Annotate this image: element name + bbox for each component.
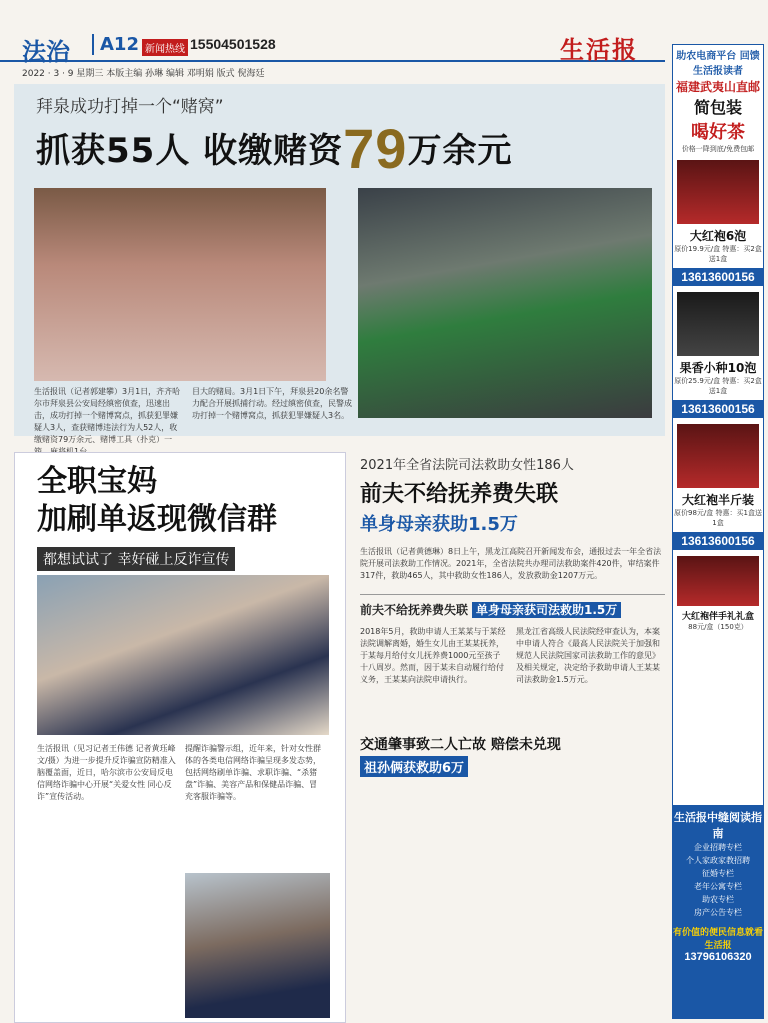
guide-footer: 有价值的便民信息就看生活报 xyxy=(673,928,764,951)
headline-line: 加刷单返现微信群 xyxy=(37,502,277,537)
guide-item: 老年公寓专栏 xyxy=(694,882,742,891)
newspaper-logo: 生活报 xyxy=(560,35,638,64)
story-fraud xyxy=(14,452,346,1023)
guide-item: 征婚专栏 xyxy=(702,869,734,878)
story-lead: 生活报讯（记者黄德琳）8日上午，黑龙江高院召开新闻发布会，通报过去一年全省法院开展司法救助工作情况。2021年，全省法院共办理司法救助案件420件，审结案件317件，救助465人，其中救助女性186人，发放救助金1207万元。 xyxy=(360,547,662,580)
story-column: 2018年5月，救助申请人王某某与于某经法院调解离婚，婚生女儿由王某某抚养，于某每月给付女儿抚养费1000元至孩子十八周岁。然而，因于某未自动履行给付义务，王某某向法院申请执行。 xyxy=(360,627,506,684)
product-name: 果香小种10泡 xyxy=(679,361,757,375)
story-subheadline: 祖孙俩获救助6万 xyxy=(360,756,468,777)
product-name: 大红袍半斤装 xyxy=(681,493,754,507)
story-gambling xyxy=(14,84,665,444)
sub-story-header xyxy=(360,594,665,618)
guide-item: 个人家政家教招聘 xyxy=(686,856,750,865)
story-column: 黑龙江省高级人民法院经审查认为，本案中申请人符合《最高人民法院关于加强和规范人民法院国家司法救助工作的意见》及相关规定，决定给予救助申请人王某某司法救助金1.5万元。 xyxy=(516,627,660,684)
story-subheadline: 单身母亲获助1.5万 xyxy=(360,514,518,535)
product-price: 原价98元/盒 特惠：买1盒送1盒 xyxy=(674,509,762,527)
photo-gambling-room xyxy=(358,188,652,418)
hotline-tag: 新闻热线 xyxy=(142,39,188,56)
story-body: 生活报讯（见习记者王伟德 记者黄珏峰文/摄）为进一步提升反诈骗宣防精准入脑覆盖面，近日，哈尔滨市公安局反电信网络诈骗中心开展“关爱女性 同心反诈”宣传活动。 xyxy=(37,744,176,801)
order-phone: 13613600156 xyxy=(673,268,763,286)
sub-story-tag: 单身母亲获司法救助1.5万 xyxy=(472,602,621,618)
story-judicial-aid xyxy=(360,452,665,777)
story-headline: 交通肇事致二人亡故 赔偿未兑现 xyxy=(360,737,561,753)
product-image xyxy=(677,160,759,224)
product-price: 88元/盒（150克） xyxy=(688,623,748,631)
story-columns xyxy=(360,626,665,706)
headline-line: 全职宝妈 xyxy=(37,464,157,499)
order-phone: 13613600156 xyxy=(673,400,763,418)
masthead xyxy=(0,0,665,66)
story-kicker: 2021年全省法院司法救助女性186人 xyxy=(360,458,574,473)
photo-cash xyxy=(34,188,326,381)
product-image xyxy=(677,292,759,356)
page-number: A12 xyxy=(92,34,139,55)
product-price: 原价25.9元/盒 特惠：买2盒送1盒 xyxy=(674,377,762,395)
tea-advertisement xyxy=(672,44,764,1019)
guide-item: 助农专栏 xyxy=(702,895,734,904)
guide-item: 房产公告专栏 xyxy=(694,908,742,917)
story-body: 目大的赌局。3月1日下午，拜泉县20余名警力配合开展抓捕行动。经过缜密侦查，民警成功打掉一个赌博窝点，抓获犯罪嫌疑人3名。 xyxy=(192,387,352,420)
product-name: 大红袍6泡 xyxy=(689,229,747,243)
story-kicker: 拜泉成功打掉一个“赌窝” xyxy=(36,97,224,117)
ad-brand: 福建武夷山直邮 xyxy=(675,80,760,94)
story-body: 提醒诈骗警示组，近年来，针对女性群体的各类电信网络诈骗呈现多发态势，包括网络刷单诈骗、求职诈骗、“杀猪盘”诈骗、美容产品和保健品诈骗、冒充客服诈骗等。 xyxy=(185,744,321,801)
guide-title: 生活报中缝阅读指南 xyxy=(674,811,762,840)
product-name: 大红袍伴手礼礼盒 xyxy=(681,612,754,622)
guide-list xyxy=(673,841,763,919)
photo-police-publicity xyxy=(37,575,329,735)
story-headline xyxy=(36,116,512,181)
photo-crowd xyxy=(185,873,330,1018)
product-image xyxy=(677,424,759,488)
story-body: 生活报讯（记者郭建攀）3月1日，齐齐哈尔市拜泉县公安局经缜密侦查，迅速出击，成功打掉一个赌博窝点，抓获犯罪嫌疑人3人，查获赌博违法行为人52人，收缴赌资79万余元、赌博工具（扑克）一 xyxy=(34,387,181,444)
ad-slogan: 喝好茶 xyxy=(691,122,745,143)
story-headline xyxy=(37,463,277,539)
guide-item: 企业招聘专栏 xyxy=(694,843,742,852)
story-subheadline: 都想试试了 幸好碰上反诈宣传 xyxy=(37,547,235,571)
date-line: 2022 · 3 · 9 星期三 本版主编 孙琳 编辑 邓明娟 版式 倪海廷 xyxy=(22,69,265,79)
ad-top-text: 助农电商平台 回馈生活报读者 xyxy=(676,51,760,77)
product-price: 原价19.9元/盒 特惠：买2盒送1盒 xyxy=(674,245,762,263)
sub-story-title: 前夫不给抚养费失联 xyxy=(360,603,469,617)
headline-part: 抓获55人 收缴赌资 xyxy=(36,131,344,171)
headline-part: 万余元 xyxy=(407,131,513,171)
guide-phone: 13796106320 xyxy=(684,951,752,963)
ad-package: 简包装 xyxy=(693,98,742,117)
order-phone: 13613600156 xyxy=(673,532,763,550)
product-image xyxy=(677,556,759,606)
story-headline: 前夫不给抚养费失联 xyxy=(360,482,559,507)
section-name: 法治 xyxy=(22,38,70,66)
ad-note: 价格一降到底/免费包邮 xyxy=(681,145,755,153)
reading-guide xyxy=(673,805,763,1018)
hotline-number: 15504501528 xyxy=(190,36,276,52)
headline-number: 79 xyxy=(343,117,408,180)
